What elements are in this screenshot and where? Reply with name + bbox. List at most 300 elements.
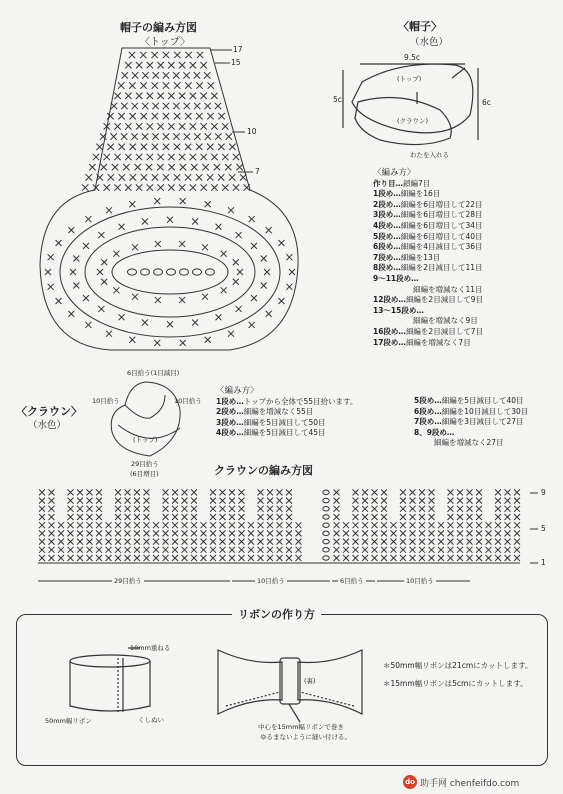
chain-mark [323, 498, 329, 502]
stitch-mark [505, 530, 511, 536]
stitch-mark [163, 514, 169, 520]
stitch-mark [334, 555, 340, 561]
stitch-mark [39, 547, 45, 553]
stitch-mark [196, 174, 202, 180]
stitch-mark [56, 240, 62, 246]
stitch-mark [48, 254, 54, 260]
hat-cotton-note: わたを入れる [410, 151, 449, 159]
stitch-mark [174, 52, 180, 58]
stitch-mark [400, 539, 406, 545]
stitch-mark [125, 547, 131, 553]
stitch-mark [125, 154, 131, 160]
stitch-mark [194, 72, 200, 78]
stitch-mark [353, 514, 359, 520]
stitch-mark [179, 123, 185, 129]
stitch-mark [334, 539, 340, 545]
stitch-mark [111, 103, 117, 109]
stitch-mark [200, 123, 206, 129]
stitch-mark [121, 103, 127, 109]
stitch-mark [286, 506, 292, 512]
stitch-mark [136, 123, 142, 129]
ribbon-note-2: ＊15mm幅リボンは5cmにカットします。 [383, 679, 528, 688]
hat-height-left-label: 5c [333, 95, 342, 104]
crown-step: 1段め…トップから全体で55目拾います。 [216, 396, 358, 406]
stitch-mark [505, 539, 511, 545]
crown-chart-title: クラウンの編み方図 [214, 464, 313, 477]
stitch-mark [174, 82, 180, 88]
stitch-mark [87, 555, 93, 561]
stitch-mark [87, 530, 93, 536]
site-logo-icon: do [403, 775, 417, 789]
stitch-mark [202, 294, 208, 300]
stitch-mark [191, 506, 197, 512]
stitch-mark [410, 514, 416, 520]
stitch-mark [239, 547, 245, 553]
stitch-mark [410, 547, 416, 553]
stitch-mark [146, 164, 152, 170]
stitch-mark [144, 539, 150, 545]
stitch-mark [194, 103, 200, 109]
stitch-mark [258, 539, 264, 545]
ribbon-back-label: (裏) [304, 677, 316, 685]
stitch-mark [334, 530, 340, 536]
stitch-mark [239, 555, 245, 561]
stitch-mark [438, 555, 444, 561]
stitch-mark [134, 522, 140, 528]
stitch-mark [101, 279, 107, 285]
stitch-mark [68, 539, 74, 545]
stitch-mark [296, 547, 302, 553]
stitch-mark [267, 506, 273, 512]
stitch-mark [343, 555, 349, 561]
stitch-mark [87, 506, 93, 512]
stitch-mark [129, 52, 135, 58]
stitch-mark [134, 539, 140, 545]
stitch-mark [353, 539, 359, 545]
stitch-mark [267, 555, 273, 561]
stitch-mark [353, 530, 359, 536]
stitch-mark [476, 539, 482, 545]
stitch-mark [486, 530, 492, 536]
crown-step: 5段め…細編を5目減目して40目 [414, 396, 524, 405]
stitch-mark [277, 514, 283, 520]
stitch-mark [381, 547, 387, 553]
stitch-mark [205, 337, 211, 343]
stitch-mark [113, 251, 119, 257]
stitch-mark [152, 82, 158, 88]
stitch-mark [172, 514, 178, 520]
stitch-mark [229, 522, 235, 528]
stitch-mark [229, 174, 235, 180]
crown-pick-bottom: 29目拾う [131, 460, 159, 468]
stitch-mark [114, 123, 120, 129]
stitch-mark [296, 530, 302, 536]
stitch-mark [220, 555, 226, 561]
stitch-mark [172, 555, 178, 561]
stitch-mark [362, 489, 368, 495]
hat-color: （水色） [410, 37, 449, 48]
stitch-mark [210, 489, 216, 495]
stitch-mark [163, 82, 169, 88]
stitch-mark [144, 498, 150, 504]
stitch-mark [118, 82, 124, 88]
stitch-mark [467, 530, 473, 536]
stitch-mark [221, 251, 227, 257]
crown-title: 〈クラウン〉 [16, 405, 82, 418]
stitch-mark [505, 514, 511, 520]
stitch-mark [419, 489, 425, 495]
stitch-mark [429, 547, 435, 553]
stitch-mark [130, 174, 136, 180]
ribbon-overlap-label: 10mm重ねる [130, 644, 171, 652]
stitch-mark [83, 243, 89, 249]
stitch-mark [476, 530, 482, 536]
stitch-mark [514, 547, 520, 553]
stitch-mark [68, 489, 74, 495]
stitch-mark [343, 539, 349, 545]
stitch-mark [229, 555, 235, 561]
stitch-mark [457, 522, 463, 528]
stitch-mark [372, 555, 378, 561]
stitch-mark [258, 506, 264, 512]
stitch-mark [419, 530, 425, 536]
stitch-mark [381, 489, 387, 495]
stitch-mark [77, 506, 83, 512]
stitch-mark [296, 539, 302, 545]
stitch-mark [190, 93, 196, 99]
stitch-mark [278, 298, 284, 304]
stitch-mark [229, 144, 235, 150]
hat-step: 2段め…細編を6目増目して22目 [373, 199, 483, 209]
stitch-mark [115, 530, 121, 536]
stitch-mark [476, 498, 482, 504]
stitch-mark [220, 506, 226, 512]
hat-step: 12段め…細編を2目減目して9目 [373, 295, 483, 305]
stitch-mark [134, 547, 140, 553]
stitch-mark [448, 547, 454, 553]
stitch-mark [132, 103, 138, 109]
stitch-mark [125, 539, 131, 545]
stitch-mark [106, 522, 112, 528]
stitch-mark [334, 489, 340, 495]
stitch-mark [163, 522, 169, 528]
stitch-mark [343, 547, 349, 553]
stitch-mark [448, 506, 454, 512]
stitch-mark [457, 555, 463, 561]
stitch-mark [267, 522, 273, 528]
stitch-mark [58, 547, 64, 553]
stitch-mark [207, 113, 213, 119]
stitch-mark [106, 547, 112, 553]
stitch-mark [121, 133, 127, 139]
stitch-mark [163, 498, 169, 504]
stitch-mark [180, 198, 186, 204]
stitch-mark [467, 514, 473, 520]
chain-mark [323, 523, 329, 527]
stitch-mark [221, 287, 227, 293]
chain-mark [128, 269, 137, 275]
stitch-mark [39, 489, 45, 495]
stitch-mark [154, 340, 160, 346]
hat-round-stitches [45, 198, 295, 346]
stitch-mark [237, 269, 243, 275]
stitch-mark [77, 547, 83, 553]
crown-steps-left [216, 386, 357, 439]
crown-top-label: (トップ) [133, 436, 158, 444]
stitch-mark [172, 498, 178, 504]
stitch-mark [179, 297, 185, 303]
hat-step: 3段め…細編を6目増目して28目 [373, 210, 483, 220]
stitch-mark [249, 216, 255, 222]
stitch-mark [229, 530, 235, 536]
stitch-mark [68, 530, 74, 536]
stitch-mark [87, 514, 93, 520]
stitch-mark [129, 201, 135, 207]
stitch-mark [197, 52, 203, 58]
stitch-mark [163, 506, 169, 512]
chain-mark [167, 269, 176, 275]
stitch-mark [131, 133, 137, 139]
stitch-mark [222, 123, 228, 129]
chain-mark [141, 269, 150, 275]
stitch-mark [153, 539, 159, 545]
stitch-mark [210, 514, 216, 520]
stitch-mark [68, 506, 74, 512]
stitch-mark [381, 506, 387, 512]
stitch-mark [467, 539, 473, 545]
ribbon-stitch-label: くしぬい [138, 716, 164, 724]
stitch-mark [220, 539, 226, 545]
stitch-mark [49, 539, 55, 545]
stitch-mark [267, 530, 273, 536]
stitch-mark [153, 547, 159, 553]
stitch-mark [400, 506, 406, 512]
stitch-mark [229, 489, 235, 495]
stitch-mark [201, 539, 207, 545]
stitch-mark [125, 489, 131, 495]
hat-step: 5段め…細編を6目増目して40目 [373, 231, 483, 241]
hat-top-stitches [82, 52, 250, 191]
stitch-mark [410, 555, 416, 561]
stitch-mark [258, 530, 264, 536]
stitch-mark [163, 555, 169, 561]
stitch-mark [286, 530, 292, 536]
chain-mark [180, 269, 189, 275]
stitch-mark [419, 514, 425, 520]
stitch-mark [267, 489, 273, 495]
stitch-mark [514, 514, 520, 520]
stitch-mark [144, 489, 150, 495]
stitch-mark [191, 498, 197, 504]
stitch-mark [134, 164, 140, 170]
stitch-mark [141, 113, 147, 119]
stitch-mark [278, 240, 284, 246]
chain-mark [323, 539, 329, 543]
stitch-mark [200, 154, 206, 160]
stitch-mark [467, 498, 473, 504]
stitch-mark [190, 62, 196, 68]
stitch-mark [353, 547, 359, 553]
stitch-mark [410, 530, 416, 536]
stitch-mark [334, 522, 340, 528]
crown-pick-10a: 10目拾う [257, 577, 285, 585]
stitch-mark [486, 547, 492, 553]
stitch-mark [68, 547, 74, 553]
stitch-mark [277, 498, 283, 504]
stitch-mark [119, 174, 125, 180]
stitch-mark [115, 522, 121, 528]
stitch-mark [286, 254, 292, 260]
stitch-mark [132, 244, 138, 250]
stitch-mark [147, 93, 153, 99]
stitch-mark [93, 154, 99, 160]
stitch-mark [201, 184, 207, 190]
stitch-mark [438, 522, 444, 528]
stitch-mark [184, 103, 190, 109]
stitch-mark [96, 530, 102, 536]
stitch-mark [334, 498, 340, 504]
stitch-mark [210, 555, 216, 561]
stitch-mark [400, 522, 406, 528]
stitch-mark [136, 93, 142, 99]
stitch-mark [104, 154, 110, 160]
ribbon-note-1: ＊50mm幅リボンは21cmにカットします。 [383, 661, 533, 670]
stitch-mark [49, 506, 55, 512]
stitch-mark [163, 174, 169, 180]
stitch-mark [286, 555, 292, 561]
stitch-mark [168, 123, 174, 129]
stitch-mark [495, 547, 501, 553]
stitch-mark [73, 283, 79, 289]
stitch-mark [147, 154, 153, 160]
hat-step: 細編を増減なく9目 [413, 316, 478, 326]
stitch-mark [286, 539, 292, 545]
stitch-mark [218, 144, 224, 150]
stitch-mark [239, 498, 245, 504]
stitch-mark [96, 144, 102, 150]
ribbon-50-label: 50mm幅リボン [45, 717, 92, 725]
stitch-mark [68, 311, 74, 317]
crown-figure [111, 382, 180, 456]
stitch-mark [258, 522, 264, 528]
stitch-mark [239, 539, 245, 545]
stitch-mark [152, 113, 158, 119]
stitch-mark [106, 539, 112, 545]
crown-step: 4段め…細編を5目減目して45目 [216, 428, 326, 438]
stitch-mark [211, 184, 217, 190]
stitch-mark [153, 72, 159, 78]
stitch-mark [154, 198, 160, 204]
stitch-mark [134, 555, 140, 561]
stitch-mark [39, 514, 45, 520]
stitch-mark [87, 498, 93, 504]
stitch-mark [194, 133, 200, 139]
stitch-mark [251, 243, 257, 249]
stitch-mark [89, 164, 95, 170]
stitch-mark [173, 133, 179, 139]
stitch-mark [381, 522, 387, 528]
stitch-mark [514, 555, 520, 561]
hat-step: 8段め…細編を2目減目して11目 [373, 263, 483, 273]
stitch-mark [448, 530, 454, 536]
stitch-mark [185, 113, 191, 119]
stitch-mark [182, 489, 188, 495]
stitch-mark [476, 506, 482, 512]
stitch-mark [134, 514, 140, 520]
row-marker-7: 7 [255, 167, 260, 176]
stitch-mark [183, 72, 189, 78]
stitch-mark [210, 506, 216, 512]
stitch-mark [68, 522, 74, 528]
stitch-mark [157, 93, 163, 99]
crown-pick-left: 10目拾う [92, 397, 120, 405]
stitch-mark [68, 555, 74, 561]
stitch-mark [362, 555, 368, 561]
stitch-mark [391, 530, 397, 536]
stitch-mark [136, 154, 142, 160]
stitch-mark [467, 522, 473, 528]
stitch-mark [172, 506, 178, 512]
stitch-mark [266, 311, 272, 317]
stitch-mark [204, 103, 210, 109]
stitch-mark [125, 123, 131, 129]
stitch-mark [226, 133, 232, 139]
stitch-mark [286, 547, 292, 553]
stitch-mark [261, 255, 267, 261]
stitch-mark [222, 154, 228, 160]
hat-steps-title: 〈編み方〉 [373, 168, 416, 178]
stitch-mark [429, 555, 435, 561]
stitch-mark [58, 522, 64, 528]
stitch-mark [202, 164, 208, 170]
stitch-mark [419, 555, 425, 561]
stitch-mark [196, 113, 202, 119]
stitch-mark [77, 522, 83, 528]
stitch-mark [251, 295, 257, 301]
stitch-mark [174, 113, 180, 119]
stitch-mark [429, 530, 435, 536]
stitch-mark [236, 164, 242, 170]
stitch-mark [179, 241, 185, 247]
stitch-mark [277, 547, 283, 553]
stitch-mark [258, 547, 264, 553]
stitch-mark [83, 295, 89, 301]
stitch-mark [514, 489, 520, 495]
stitch-mark [144, 522, 150, 528]
stitch-mark [353, 555, 359, 561]
stitch-mark [56, 298, 62, 304]
stitch-mark [457, 530, 463, 536]
hat-height-right-label: 6c [482, 98, 491, 107]
stitch-mark [419, 506, 425, 512]
stitch-mark [372, 506, 378, 512]
stitch-mark [190, 184, 196, 190]
stitch-mark [96, 498, 102, 504]
stitch-mark [249, 322, 255, 328]
stitch-mark [419, 539, 425, 545]
stitch-mark [457, 547, 463, 553]
stitch-mark [125, 184, 131, 190]
stitch-mark [101, 259, 107, 265]
stitch-mark [372, 530, 378, 536]
stitch-mark [168, 184, 174, 190]
crown-pick-top: 6目拾う(1目減目) [127, 369, 180, 377]
stitch-mark [132, 294, 138, 300]
stitch-mark [201, 530, 207, 536]
stitch-mark [73, 255, 79, 261]
stitch-mark [277, 555, 283, 561]
stitch-mark [334, 547, 340, 553]
